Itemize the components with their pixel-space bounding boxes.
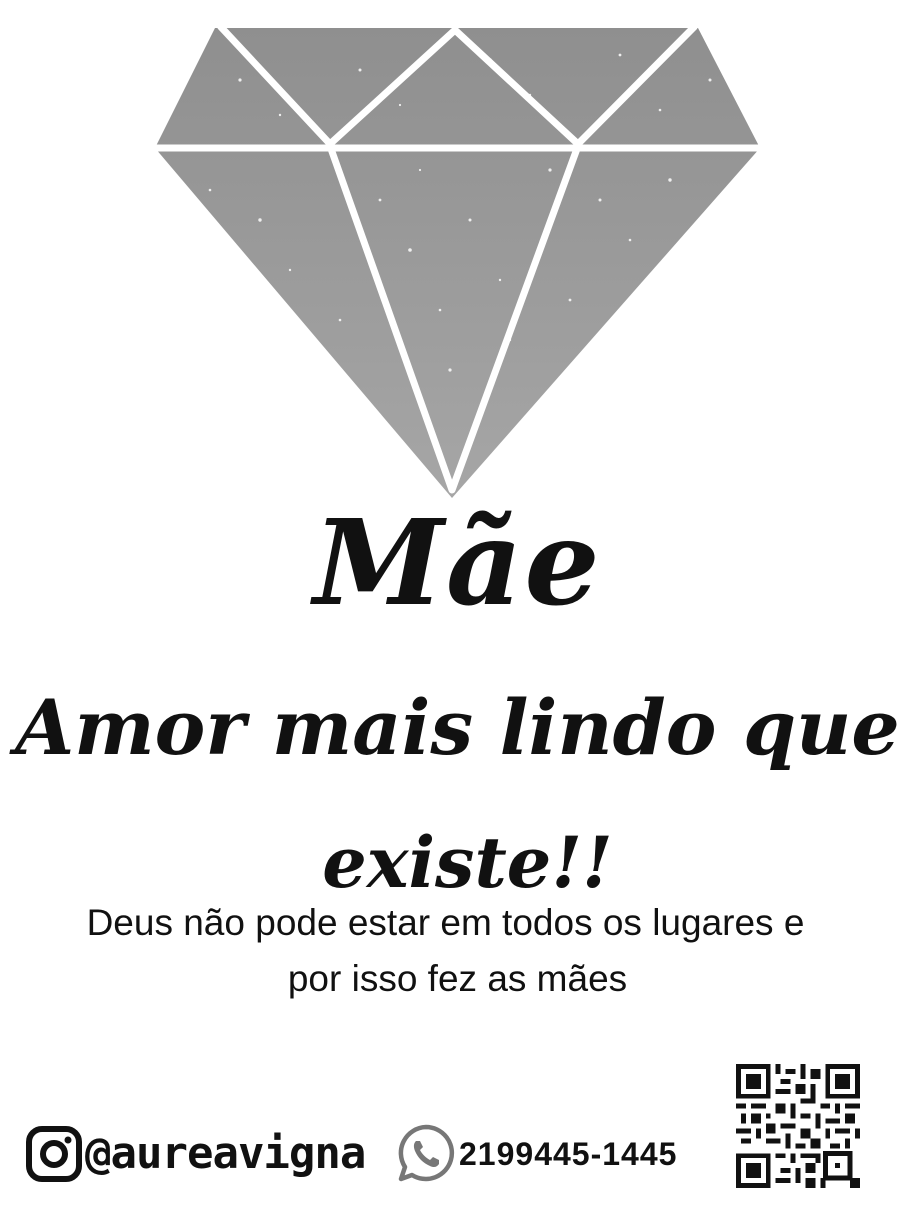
page-title: Mãe: [313, 493, 602, 632]
whatsapp-icon[interactable]: [395, 1122, 457, 1184]
contact-row: [25, 1120, 725, 1190]
instagram-handle[interactable]: @aureavigna: [85, 1128, 366, 1179]
whatsapp-number[interactable]: 2199445-1445: [459, 1136, 678, 1172]
subtitle-line-2: existe!!: [322, 821, 613, 904]
diamond-icon: [150, 20, 765, 500]
instagram-icon[interactable]: [25, 1125, 83, 1183]
qr-code-icon[interactable]: [736, 1064, 860, 1188]
quote-line-2: por isso fez as mães: [287, 958, 628, 999]
subtitle-line-1: Amor mais lindo que: [15, 683, 900, 772]
quote-line-1: Deus não pode estar em todos os lugares e: [86, 902, 805, 943]
